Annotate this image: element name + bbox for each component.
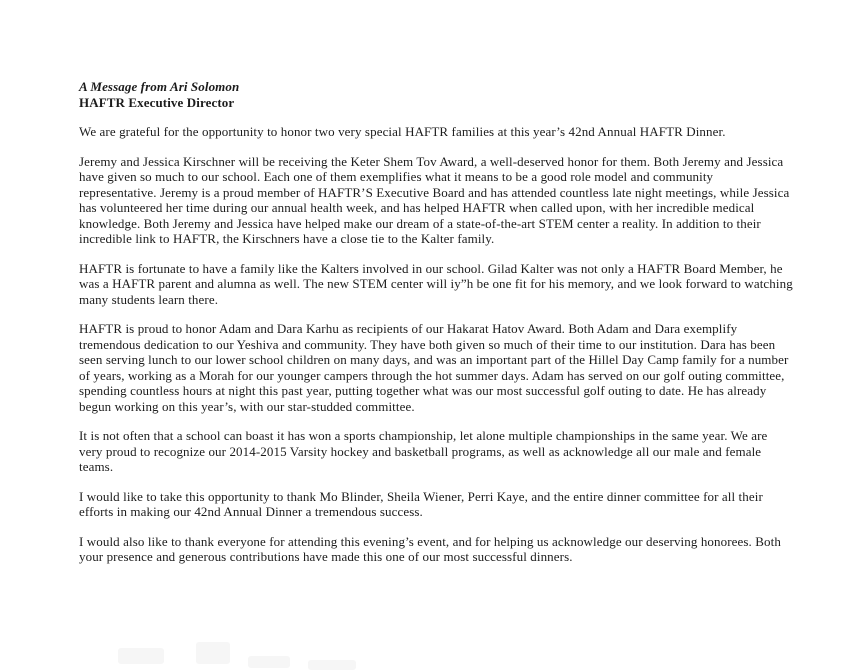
letter-heading	[79, 79, 793, 110]
paragraph-closing-thanks: I would also like to thank everyone for attending this evening’s event, and for helping us acknowledge our deserving honorees. Both your presence and generous contributions have made this one of our most successful dinners.	[79, 533, 781, 564]
scan-artifact	[118, 648, 164, 664]
paragraph-karhu-award: HAFTR is proud to honor Adam and Dara Karhu as recipients of our Hakarat Hatov Award. Both Adam and Dara exemplify tremendous dedication to our Yeshiva and community. They have both given so much of their time to our institution. Dara has been seen serving lunch to our lower school children on many days, and was an important part of the Hillel Day Camp family for a number of years, working as a Morah for our younger campers through the hot summer days. Adam has served on our golf outing committee, spending countless hours at night this past year, putting together what was our most successful golf outing to date. He has already begun working on this year’s, with our star-studded committee.	[79, 321, 789, 414]
paragraph-intro: We are grateful for the opportunity to honor two very special HAFTR families at this year’s 42nd Annual HAFTR Dinner.	[79, 124, 726, 139]
paragraph-kalter-family: HAFTR is fortunate to have a family like the Kalters involved in our school. Gilad Kalter was not only a HAFTR Board Member, he was a HAFTR parent and alumna as well. The new STEM center will iy”h be one fit for his memory, and we look forward to watching many students learn there.	[79, 260, 793, 307]
letter-heading-author: A Message from Ari Solomon	[79, 79, 240, 94]
scan-artifact	[248, 656, 290, 668]
scan-artifact	[196, 642, 230, 664]
paragraph-committee-thanks: I would like to take this opportunity to thank Mo Blinder, Sheila Wiener, Perri Kaye, and the entire dinner committee for all their efforts in making our 42nd Annual Dinner a tremendous success.	[79, 488, 763, 519]
scan-artifact	[308, 660, 356, 670]
paragraph-sports-championship: It is not often that a school can boast it has won a sports championship, let alone multiple championships in the same year. We are very proud to recognize our 2014-2015 Varsity hockey and basketball programs, as well as acknowledge all our male and female teams.	[79, 428, 768, 474]
letter-heading-role: HAFTR Executive Director	[79, 94, 235, 110]
letter-body	[79, 79, 793, 579]
paragraph-kirschner-award: Jeremy and Jessica Kirschner will be receiving the Keter Shem Tov Award, a well-deserved honor for them. Both Jeremy and Jessica have given so much to our school. Each one of them exemplifies what it means to be a good role model and community representative. Jeremy is a proud member of HAFTR’S Executive Board and has attended countless late night meetings, while Jessica has volunteered her time during our annual health week, and has helped HAFTR when called upon, with her incredible medical knowledge. Both Jeremy and Jessica have helped make our dream of a state-of-the-art STEM center a reality. In addition to their incredible link to HAFTR, the Kirschners have a close tie to the Kalter family.	[79, 153, 790, 246]
